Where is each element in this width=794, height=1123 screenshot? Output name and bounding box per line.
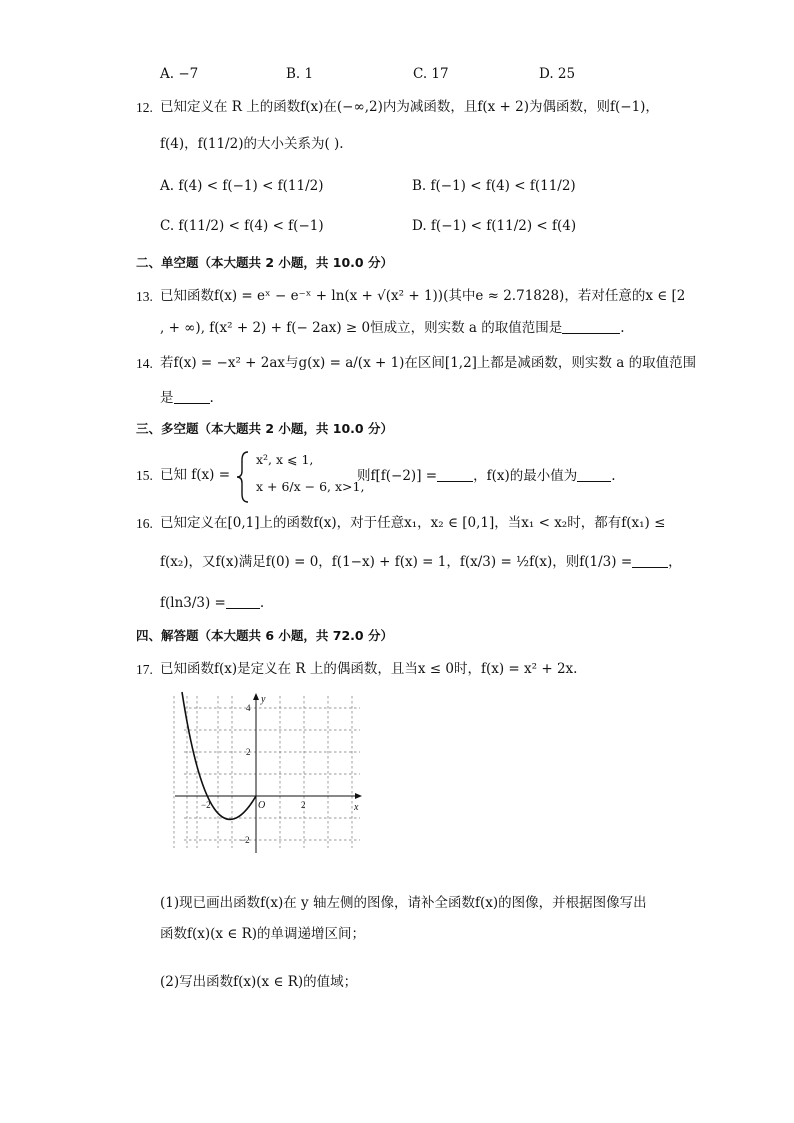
q14-number: 14. [136,356,153,371]
graph-tick-y-neg2: −2 [240,835,250,845]
q14-line2-text: 是 [160,390,174,406]
q17-line1: 已知函数f(x)是定义在 R 上的偶函数，且当x ≤ 0时，f(x) = x² + 2x. [160,661,578,677]
q11-option-b: B. 1 [286,66,314,82]
graph-tick-y-2: 2 [246,747,251,757]
q15-part1-text: 则f[f(−2)] = [357,468,438,484]
graph-axes [175,693,362,853]
q17-number: 17. [136,662,153,677]
q16-line2-end: ， [668,554,682,570]
q13-line2 [160,321,625,336]
q16-line3-text: f(ln3/3) = [160,595,226,611]
section-multi-blank-heading: 三、多空题（本大题共 2 小题，共 10.0 分） [136,421,393,436]
q14-answer-blank[interactable] [174,391,210,404]
q13-line2-text: , + ∞), f(x² + 2) + f(− 2ax) ≥ 0恒成立，则实数 a 的取值范围是 [160,320,563,336]
q16-answer-blank-1[interactable] [632,555,668,568]
q14-line2-end: . [209,390,214,406]
graph-tick-y-4: 4 [246,703,251,713]
q15-number: 15. [136,468,153,483]
section-single-blank-heading: 二、单空题（本大题共 2 小题，共 10.0 分） [136,255,393,270]
q12-option-d: D. f(−1) < f(11/2) < f(4) [412,218,577,234]
q12-number: 12. [136,100,153,115]
graph-origin-label: O [258,800,266,811]
q11-option-d: D. 25 [539,66,576,82]
q15-piecewise-brace [236,450,250,504]
q12-line1: 已知定义在 R 上的函数f(x)在(−∞,2)内为减函数，且f(x + 2)为偶函数，则f(−1)， [160,99,659,115]
q15-case-2: x + 6/x − 6, x>1, [256,479,365,494]
q13-line1: 已知函数f(x) = eˣ − e⁻ˣ + ln(x + √(x² + 1))(其中e ≈ 2.71828)，若对任意的x ∈ [2 [160,288,686,304]
q14-line2 [160,391,214,406]
graph-grid [174,696,360,848]
q13-number: 13. [136,289,153,304]
q15-answer-blank-1[interactable] [437,469,473,482]
q15-part2-text: ，f(x)的最小值为 [473,468,578,484]
q11-option-c: C. 17 [413,66,449,82]
graph-curve-left [182,692,256,819]
q17-part1-line1: (1)现已画出函数f(x)在 y 轴左侧的图像，请补全函数f(x)的图像，并根据图像写出 [160,895,647,911]
q12-line2: f(4)，f(11/2)的大小关系为( ). [160,136,344,152]
q15-end: . [611,468,616,484]
section-answer-heading: 四、解答题（本大题共 6 小题，共 72.0 分） [136,628,393,643]
q16-line3-end: . [259,595,265,611]
q13-answer-blank[interactable] [562,321,620,334]
q16-line2 [160,555,682,570]
q17-function-graph [170,690,370,856]
q12-option-c: C. f(11/2) < f(4) < f(−1) [160,218,324,234]
graph-y-axis-label: y [261,694,266,705]
q16-line1: 已知定义在[0,1]上的函数f(x)，对于任意x₁，x₂ ∈ [0,1]，当x₁ < x₂时，都有f(x₁) ≤ [160,515,666,531]
q15-questions [357,469,616,484]
q17-part2: (2)写出函数f(x)(x ∈ R)的值域； [160,974,358,990]
graph-tick-x-2: 2 [301,800,306,810]
q12-option-b: B. f(−1) < f(4) < f(11/2) [412,178,576,194]
q15-answer-blank-2[interactable] [577,469,611,482]
q16-number: 16. [136,516,153,531]
q15-case-1: x², x ⩽ 1, [256,452,314,467]
q17-part1-line2: 函数f(x)(x ∈ R)的单调递增区间； [160,926,366,942]
q12-option-a: A. f(4) < f(−1) < f(11/2) [160,178,324,194]
q11-option-a: A. −7 [160,66,199,82]
q16-answer-blank-2[interactable] [226,596,260,609]
q16-line3 [160,596,264,611]
q16-line2-text: f(x₂)，又f(x)满足f(0) = 0，f(1−x) + f(x) = 1，f(x/3) = ½f(x)，则f(1/3) = [160,554,633,570]
q13-line2-end: . [620,320,625,336]
q14-line1: 若f(x) = −x² + 2ax与g(x) = a/(x + 1)在区间[1,2]上都是减函数，则实数 a 的取值范围 [160,355,697,371]
q15-prefix: 已知 f(x) = [160,467,231,483]
graph-x-axis-label: x [354,802,359,813]
graph-tick-x-neg2: −2 [201,800,211,810]
